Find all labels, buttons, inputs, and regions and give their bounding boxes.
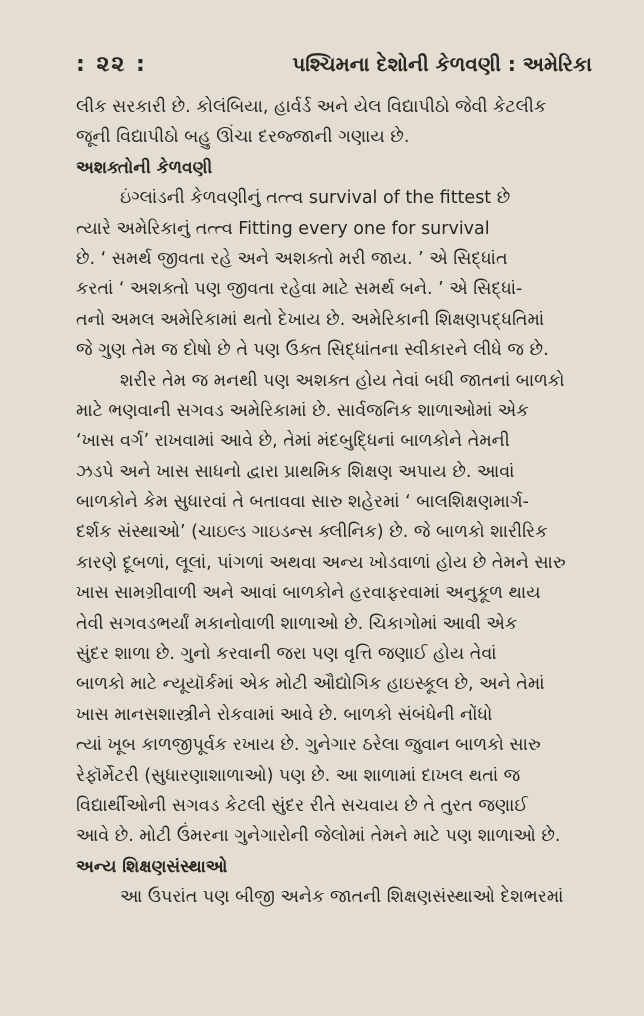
text-line: ત્યારે અમેરિકાનું તત્ત્વ Fitting every one for survival <box>76 218 490 239</box>
text-line: ઝડપે અને ખાસ સાધનો દ્વારા પ્રાથમિક શિક્ષણ અપાય છે. આવાં <box>76 461 515 482</box>
text-line: ‘ખાસ વર્ગ’ રાખવામાં આવે છે, તેમાં મંદબુદ્ધિનાં બાળકોને તેમની <box>76 431 510 452</box>
text-line: દર્શક સંસ્થાઓ’ (ચાઇલ્ડ ગાઇડન્સ ક્લીનિક) છે. જે બાળકો શારીરિક <box>76 522 548 543</box>
text-line: ખાસ સામગ્રીવાળી અને આવાં બાળકોને હરવાફરવામાં અનુકૂળ થાય <box>76 583 541 604</box>
text-line: છે. ‘ સમર્થ જીવતા રહે અને અશક્તો મરી જાય. ’ એ સિદ્ધાંત <box>76 248 508 269</box>
text-line: કરતાં ‘ અશક્તો પણ જીવતા રહેવા માટે સમર્થ બને. ’ એ સિદ્ધાં- <box>76 279 523 300</box>
text-line: જે ગુણ તેમ જ દોષો છે તે પણ ઉક્ત સિદ્ધાંતના સ્વીકારને લીધે જ છે. <box>76 340 549 361</box>
text-line: કારણે દૂબળાં, લૂલાં, પાંગળાં અથવા અન્ય ખોડવાળાં હોય છે તેમને સારુ <box>76 552 566 573</box>
text-line: વિદ્યાર્થીઓની સગવડ કેટલી સુંદર રીતે સચવાય છે તે તુરત જણાઈ <box>76 795 528 816</box>
text-line: બાળકોને કેમ સુધારવાં તે બતાવવા સારુ શહેરમાં ‘ બાલશિક્ષણમાર્ગ- <box>76 492 529 513</box>
text-line: ઇંગ્લાંડની કેળવણીનું તત્ત્વ survival of the fittest છે <box>120 188 511 209</box>
text-line: ત્યાં ખૂબ કાળજીપૂર્વક રખાય છે. ગુનેગાર ઠરેલા જુવાન બાળકો સારુ <box>76 735 541 756</box>
text-line: લીક સરકારી છે. કોલંબિયા, હાર્વર્ડ અને યેલ વિદ્યાપીઠો જેવી કેટલીક <box>76 97 547 117</box>
text-line: રેફૉર્મેટરી (સુધારણાશાળાઓ) પણ છે. આ શાળામાં દાખલ થતાં જ <box>76 765 521 786</box>
text-line: બાળકો માટે ન્યૂયૉર્કમાં એક મોટી ઔદ્યોગિક હાઇસ્કૂલ છે, અને તેમાં <box>76 674 545 695</box>
section-heading: અશક્તોની કેળવણી <box>76 157 213 178</box>
text-line: તેવી સગવડભર્યાં મકાનોવાળી શાળાઓ છે. ચિકાગોમાં આવી એક <box>76 613 518 634</box>
section-heading: અન્ય શિક્ષણસંસ્થાઓ <box>76 856 228 877</box>
text-line: સુંદર શાળા છે. ગુનો કરવાની જરા પણ વૃત્તિ જણાઈ હોય તેવાં <box>76 644 497 665</box>
text-line: તનો અમલ અમેરિકામાં થતો દેખાય છે. અમેરિકાની શિક્ષણપદ્ધતિમાં <box>76 309 545 330</box>
text-line: આવે છે. મોટી ઉંમરના ગુનેગારોની જેલોમાં તેમને માટે પણ શાળાઓ છે. <box>76 826 561 847</box>
body-text <box>76 92 592 913</box>
running-title: પશ્ચિમના દેશોની કેળવણી : અમેરિકા <box>292 52 592 76</box>
page-number: : ૨૨ : <box>76 52 147 77</box>
text-line: ખાસ માનસશાસ્ત્રીને રોકવામાં આવે છે. બાળકો સંબંધેની નોંધો <box>76 704 493 725</box>
running-header <box>76 52 592 92</box>
text-line: જૂની વિદ્યાપીઠો બહુ ઊંચા દરજ્જાની ગણાય છે. <box>76 127 410 148</box>
text-line: માટે ભણવાની સગવડ અમેરિકામાં છે. સાર્વજનિક શાળાઓમાં એક <box>76 400 529 421</box>
text-line: શરીર તેમ જ મનથી પણ અશક્ત હોય તેવાં બધી જાતનાં બાળકો <box>120 370 565 391</box>
text-line: આ ઉપરાંત પણ બીજી અનેક જાતની શિક્ષણસંસ્થાઓ દેશભરમાં <box>120 887 564 908</box>
